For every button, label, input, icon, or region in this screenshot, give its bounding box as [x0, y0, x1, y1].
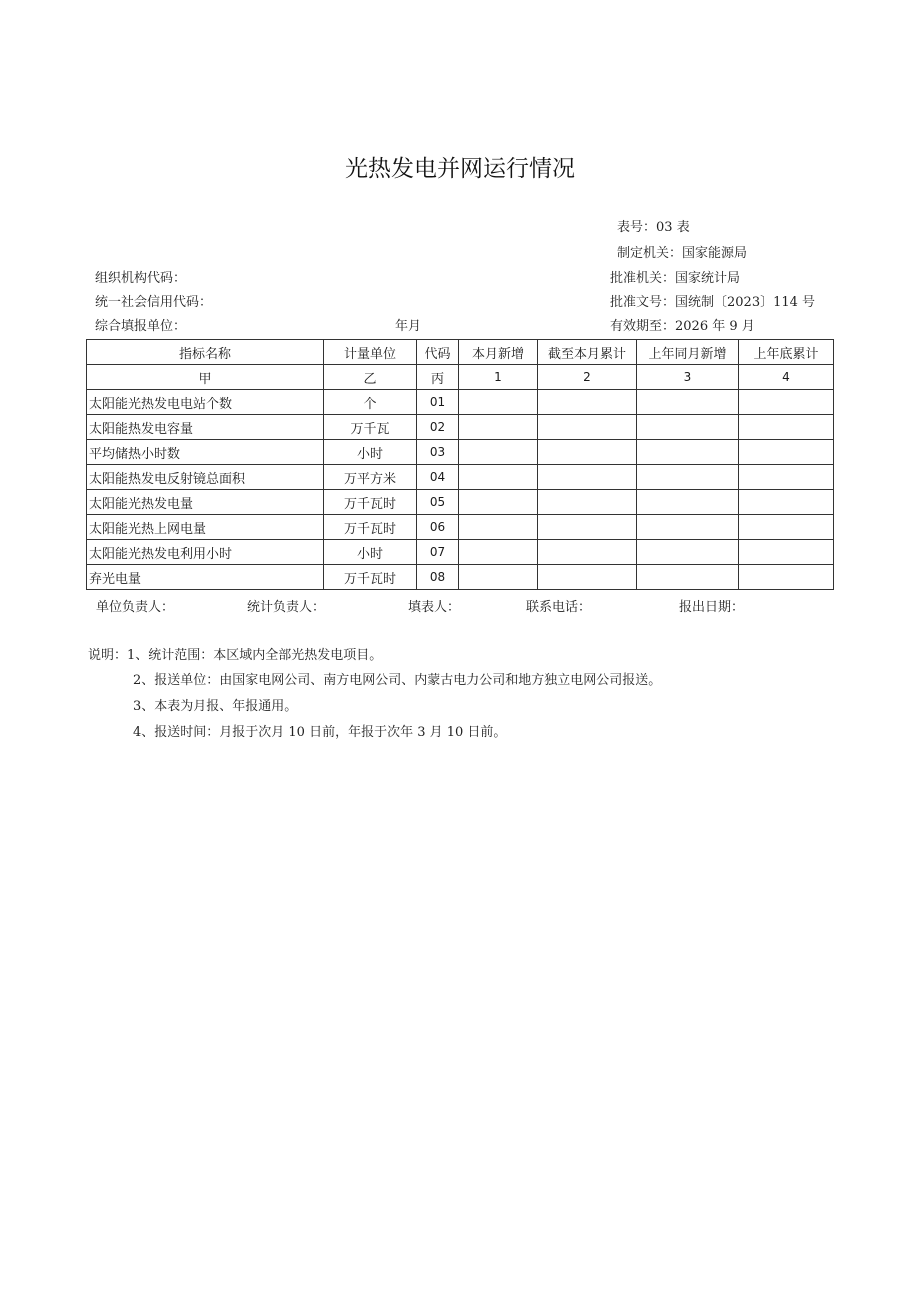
approval-number: [610, 291, 815, 310]
value-cell[interactable]: [739, 440, 834, 465]
note-item: 说明：1、统计范围：本区域内全部光热发电项目。: [88, 648, 383, 663]
approving-authority: [610, 267, 740, 286]
value-cell[interactable]: [739, 465, 834, 490]
approver-value: 国家统计局: [675, 271, 741, 286]
value-cell[interactable]: [739, 515, 834, 540]
value-cell[interactable]: [459, 415, 538, 440]
value-cell[interactable]: [637, 515, 739, 540]
issuing-authority: [617, 242, 747, 261]
report-table: [86, 339, 834, 590]
approval-number-value: 国统制〔2023〕114 号: [675, 295, 816, 310]
column-subheader: 乙: [324, 365, 417, 390]
code-cell: 07: [417, 540, 459, 565]
value-cell[interactable]: [637, 390, 739, 415]
value-cell[interactable]: [637, 440, 739, 465]
value-cell[interactable]: [459, 390, 538, 415]
value-cell[interactable]: [538, 490, 637, 515]
value-cell[interactable]: [459, 465, 538, 490]
indicator-name: 太阳能光热上网电量: [87, 515, 324, 540]
form-number-label: 表号：: [617, 220, 657, 235]
unit-cell: 万平方米: [324, 465, 417, 490]
unit-cell: 个: [324, 390, 417, 415]
column-subheader: 4: [739, 365, 834, 390]
issuer-label: 制定机关：: [617, 246, 683, 261]
value-cell[interactable]: [637, 540, 739, 565]
unit-cell: 小时: [324, 540, 417, 565]
issuer-value: 国家能源局: [682, 246, 748, 261]
code-cell: 06: [417, 515, 459, 540]
value-cell[interactable]: [459, 490, 538, 515]
phone-label: 联系电话：: [526, 600, 592, 615]
value-cell[interactable]: [538, 440, 637, 465]
note-item: 3、本表为月报、年报通用。: [133, 699, 298, 714]
value-cell[interactable]: [538, 465, 637, 490]
value-cell[interactable]: [637, 565, 739, 590]
unit-cell: 万千瓦时: [324, 515, 417, 540]
value-cell[interactable]: [739, 540, 834, 565]
column-header: 本月新增: [459, 340, 538, 365]
table-row: [87, 390, 834, 415]
table-row: [87, 515, 834, 540]
value-cell[interactable]: [538, 415, 637, 440]
note-item: 4、报送时间：月报于次月 10 日前，年报于次年 3 月 10 日前。: [133, 725, 507, 740]
value-cell[interactable]: [459, 440, 538, 465]
value-cell[interactable]: [538, 565, 637, 590]
table-row: [87, 540, 834, 565]
column-header: 代码: [417, 340, 459, 365]
value-cell[interactable]: [459, 515, 538, 540]
unit-cell: 万千瓦时: [324, 565, 417, 590]
column-subheader: 1: [459, 365, 538, 390]
code-cell: 08: [417, 565, 459, 590]
indicator-name: 弃光电量: [87, 565, 324, 590]
value-cell[interactable]: [637, 415, 739, 440]
value-cell[interactable]: [637, 465, 739, 490]
report-date-label: 报出日期：: [679, 600, 745, 615]
code-cell: 04: [417, 465, 459, 490]
table-row: [87, 490, 834, 515]
form-number: [617, 216, 690, 235]
value-cell[interactable]: [739, 490, 834, 515]
reporting-unit-label: 综合填报单位：: [95, 319, 187, 334]
column-header: 截至本月累计: [538, 340, 637, 365]
indicator-name: 太阳能光热发电利用小时: [87, 540, 324, 565]
report-period: [395, 315, 421, 334]
filler-label: 填表人：: [408, 600, 461, 615]
form-number-value: 03 表: [656, 220, 690, 235]
valid-until-value: 2026 年 9 月: [675, 319, 755, 334]
table-row: [87, 465, 834, 490]
approver-label: 批准机关：: [610, 271, 676, 286]
page-title: 光热发电并网运行情况: [345, 156, 575, 182]
indicator-name: 太阳能热发电反射镜总面积: [87, 465, 324, 490]
column-subheader: 2: [538, 365, 637, 390]
value-cell[interactable]: [739, 390, 834, 415]
column-header: 计量单位: [324, 340, 417, 365]
indicator-name: 太阳能热发电容量: [87, 415, 324, 440]
unit-cell: 万千瓦时: [324, 490, 417, 515]
credit-code-label: 统一社会信用代码：: [95, 295, 213, 310]
unit-head-label: 单位负责人：: [96, 600, 175, 615]
org-code-field: [95, 267, 186, 286]
column-subheader: 3: [637, 365, 739, 390]
column-header: 指标名称: [87, 340, 324, 365]
table-row: [87, 440, 834, 465]
value-cell[interactable]: [538, 515, 637, 540]
column-header: 上年底累计: [739, 340, 834, 365]
column-header: 上年同月新增: [637, 340, 739, 365]
table-row: [87, 415, 834, 440]
report-period-label: 年月: [395, 319, 422, 334]
value-cell[interactable]: [538, 390, 637, 415]
value-cell[interactable]: [739, 565, 834, 590]
value-cell[interactable]: [739, 415, 834, 440]
table-header-row: [87, 340, 834, 365]
value-cell[interactable]: [459, 565, 538, 590]
note-item: 2、报送单位：由国家电网公司、南方电网公司、内蒙古电力公司和地方独立电网公司报送。: [133, 673, 662, 688]
stats-head-label: 统计负责人：: [247, 600, 326, 615]
code-cell: 05: [417, 490, 459, 515]
approval-number-label: 批准文号：: [610, 295, 676, 310]
credit-code-field: [95, 291, 212, 310]
column-subheader: 丙: [417, 365, 459, 390]
code-cell: 02: [417, 415, 459, 440]
value-cell[interactable]: [459, 540, 538, 565]
code-cell: 01: [417, 390, 459, 415]
org-code-label: 组织机构代码：: [95, 271, 187, 286]
indicator-name: 太阳能光热发电量: [87, 490, 324, 515]
table-row: [87, 565, 834, 590]
unit-cell: 小时: [324, 440, 417, 465]
column-subheader: 甲: [87, 365, 324, 390]
reporting-unit-field: [95, 315, 186, 334]
value-cell[interactable]: [637, 490, 739, 515]
value-cell[interactable]: [538, 540, 637, 565]
table-subheader-row: [87, 365, 834, 390]
unit-cell: 万千瓦: [324, 415, 417, 440]
code-cell: 03: [417, 440, 459, 465]
valid-until: [610, 315, 755, 334]
indicator-name: 太阳能光热发电电站个数: [87, 390, 324, 415]
indicator-name: 平均储热小时数: [87, 440, 324, 465]
valid-until-label: 有效期至：: [610, 319, 676, 334]
